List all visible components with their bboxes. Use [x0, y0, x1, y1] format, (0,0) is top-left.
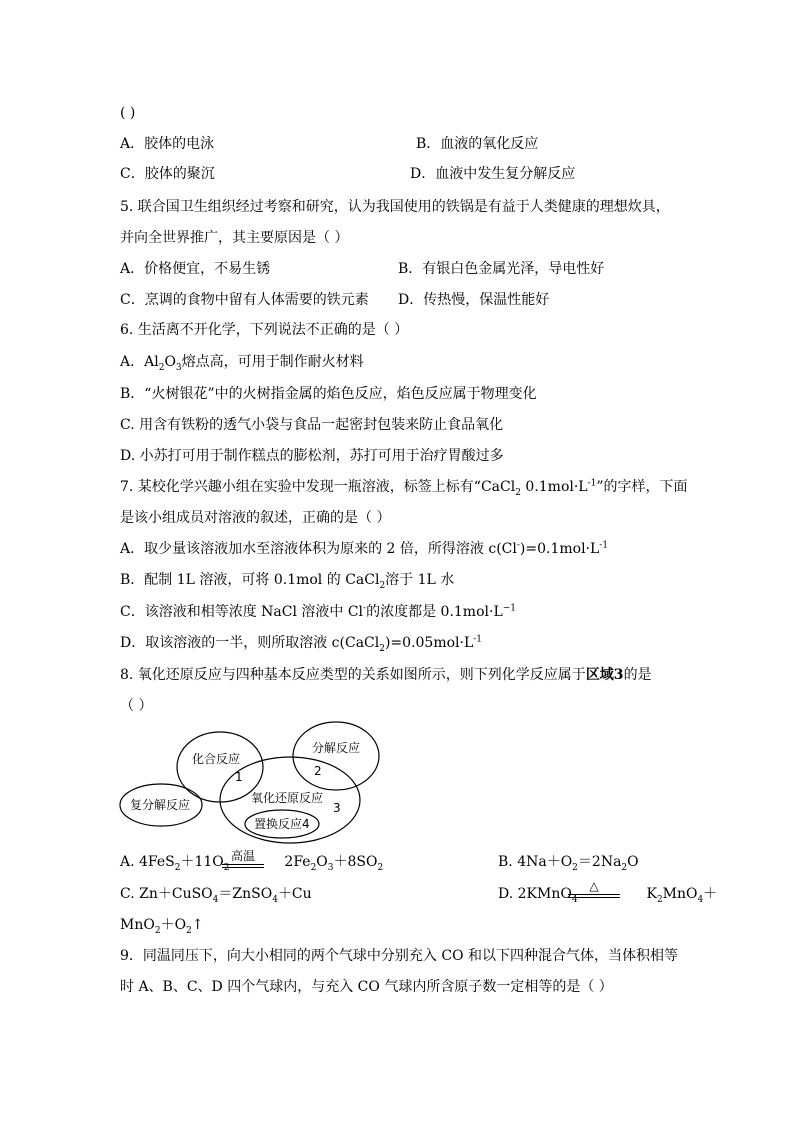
q8-paren: （ ） [120, 698, 153, 714]
q4-option-a: A．胶体的电泳 [120, 136, 215, 152]
reaction-type-diagram [118, 718, 388, 846]
decomposition-label: 分解反应 [312, 741, 361, 755]
displacement-label: 置换反应4 [254, 817, 310, 831]
q8-option-d: D. 2KMnO$_4$ $K_2MnO_4+$ [498, 886, 718, 905]
q7-stem-line1: 7. 某校化学兴趣小组在实验中发现一瓶溶液，标签上标有“CaCl$_2$ $0.1mol\cdot L^{-1}$”的字样，下面 [120, 478, 688, 498]
q5-option-b: B．有银白色金属光泽，导电性好 [398, 261, 605, 277]
region-1-label: 1 [235, 770, 243, 784]
double-decomposition-label: 复分解反应 [130, 798, 191, 812]
decomposition-circle [293, 722, 379, 790]
q5-stem-line1: 5. 联合国卫生组织经过考察和研究，认为我国使用的铁锅是有益于人类健康的理想炊具， [120, 199, 670, 215]
q6-option-a: A．$Al_2O_3$熔点高，可用于制作耐火材料 [120, 354, 364, 373]
q8-option-c: C. Zn＋CuSO$_4$＝ZnSO$_4$＋Cu [120, 886, 312, 905]
q4-paren: ( ) [120, 105, 136, 121]
q9-stem-line1: 9．同温同压下，向大小相同的两个气球中分别充入 CO 和以下四种混合气体，当体积相等 [120, 948, 678, 964]
q7-stem-line2: 是该小组成员对溶液的叙述，正确的是（ ） [120, 510, 391, 526]
q5-stem-line2: 并向全世界推广，其主要原因是（ ） [120, 230, 349, 246]
region-2-label: 2 [314, 764, 322, 778]
q6-option-c: C. 用含有铁粉的透气小袋与食品一起密封包装来防止食品氧化 [120, 417, 504, 433]
q4-option-c: C．胶体的聚沉 [120, 166, 215, 182]
redox-label: 氧化还原反应 [251, 791, 324, 805]
q5-option-c: C．烹调的食物中留有人体需要的铁元素 [120, 292, 369, 308]
q7-option-a: A．取少量该溶液加水至溶液体积为原来的 2 倍，所得溶液 $c(Cl^-)=0.1mol\cdot L^{-1}$ [120, 540, 609, 557]
q8-option-a-condition: 高温 [222, 850, 264, 868]
combination-label: 化合反应 [192, 752, 241, 766]
q4-option-d: D．血液中发生复分解反应 [410, 166, 576, 182]
q6-option-d: D. 小苏打可用于制作糕点的膨松剂，苏打可用于治疗胃酸过多 [120, 448, 504, 464]
q4-option-b: B．血液的氧化反应 [416, 136, 539, 152]
q8-stem: 8. 氧化还原反应与四种基本反应类型的关系如图所示，则下列化学反应属于区域3的是 [120, 667, 652, 683]
region-3-label: 3 [333, 801, 341, 815]
q6-option-b: B．“火树银花”中的火树指金属的焰色反应，焰色反应属于物理变化 [120, 386, 537, 402]
q8-option-d-line2: $MnO_2+O_2↑$ [120, 917, 204, 936]
q8-option-d-condition: △ [568, 880, 620, 898]
q7-option-d: D．取该溶液的一半，则所取溶液 $c(CaCl_2)=0.05mol\cdot L^{-1}$ [120, 634, 483, 654]
q7-option-b: B．配制 1L 溶液，可将 0.1mol 的 CaCl$_2$溶于 1L 水 [120, 572, 455, 591]
q9-stem-line2: 时 A、B、C、D 四个气球内，与充入 CO 气球内所含原子数一定相等的是（ ） [120, 979, 613, 995]
q5-option-d: D．传热慢，保温性能好 [398, 292, 550, 308]
q7-option-c: C．该溶液和相等浓度 NaCl 溶液中 Cl-的浓度都是 $0.1mol\cdot L^{-1}$ [120, 603, 517, 620]
q8-option-a: A. $4FeS_2+11O_2$ $2Fe_2O_3+8SO_2$ [120, 854, 384, 873]
q8-option-b: B. $4Na+O_2=2Na_2O$ [498, 854, 639, 873]
q6-stem: 6. 生活离不开化学，下列说法不正确的是（ ） [120, 322, 409, 338]
q5-option-a: A．价格便宜，不易生锈 [120, 261, 271, 277]
